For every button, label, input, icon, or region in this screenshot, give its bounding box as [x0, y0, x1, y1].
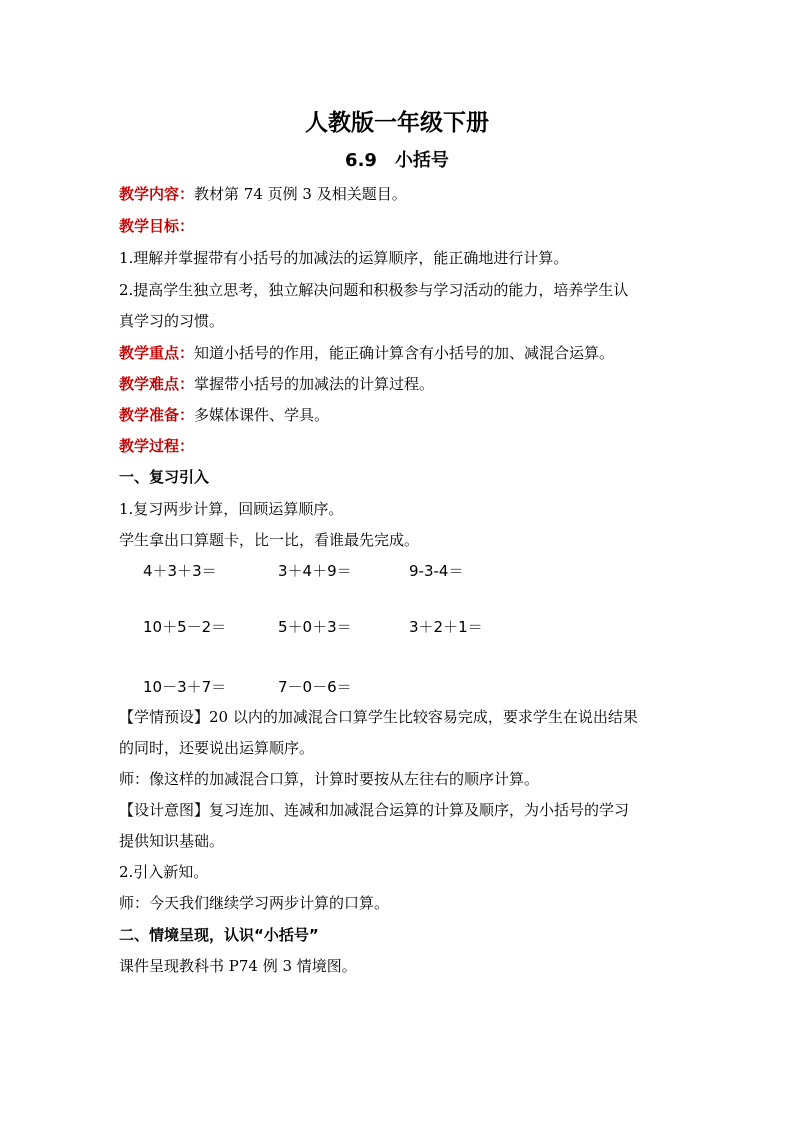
preparation-label: 教学准备：	[119, 406, 195, 424]
section-1-intro: 学生拿出口算题卡，比一比，看谁最先完成。	[119, 531, 420, 549]
goal-item-2-line-1: 2.提高学生独立思考，独立解决问题和积极参与学习活动的能力，培养学生认	[119, 281, 629, 299]
section-2-heading: 二、情境呈现，认识“小括号”	[119, 926, 319, 944]
teacher-note-2: 师：今天我们继续学习两步计算的口算。	[119, 894, 390, 912]
goals-label: 教学目标：	[119, 217, 195, 235]
section-1-step-1: 1.复习两步计算，回顾运算顺序。	[119, 500, 344, 518]
lesson-heading	[0, 146, 794, 172]
content-text: 教材第 74 页例 3 及相关题目。	[194, 185, 407, 203]
difficulty-line	[119, 374, 679, 394]
content-line	[119, 184, 679, 204]
preparation-line	[119, 405, 679, 425]
section-1-step-2: 2.引入新知。	[119, 863, 209, 881]
predict-line-1: 【学情预设】20 以内的加减混合口算学生比较容易完成，要求学生在说出结果	[119, 708, 638, 726]
equation: 5＋0＋3＝	[278, 618, 352, 636]
equation: 10－3＋7＝	[143, 678, 227, 696]
key-point-line	[119, 343, 679, 363]
equation: 3＋4＋9＝	[278, 562, 352, 580]
lesson-number: 6.9	[345, 150, 377, 171]
goal-item-1: 1.理解并掌握带有小括号的加减法的运算顺序，能正确地进行计算。	[119, 249, 569, 267]
teacher-note-1: 师：像这样的加减混合口算，计算时要按从左往右的顺序计算。	[119, 770, 540, 788]
equation: 10＋5－2＝	[143, 618, 227, 636]
equation: 4＋3＋3＝	[143, 562, 217, 580]
content-label: 教学内容：	[119, 185, 195, 203]
lesson-title: 小括号	[394, 150, 449, 171]
preparation-text: 多媒体课件、学具。	[194, 406, 330, 424]
section-2-text: 课件呈现教科书 P74 例 3 情境图。	[119, 957, 357, 975]
difficulty-label: 教学难点：	[119, 375, 195, 393]
process-line	[119, 436, 679, 456]
equation: 3＋2＋1＝	[409, 618, 483, 636]
difficulty-text: 掌握带小括号的加减法的计算过程。	[194, 375, 435, 393]
design-line-2: 提供知识基础。	[119, 832, 225, 850]
goals-line	[119, 216, 679, 236]
section-1-heading: 一、复习引入	[119, 468, 210, 486]
design-line-1: 【设计意图】复习连加、连减和加减混合运算的计算及顺序，为小括号的学习	[119, 801, 630, 819]
predict-line-2: 的同时，还要说出运算顺序。	[119, 739, 315, 757]
key-point-label: 教学重点：	[119, 344, 195, 362]
goal-item-2-line-2: 真学习的习惯。	[119, 312, 225, 330]
process-label: 教学过程：	[119, 437, 195, 455]
key-point-text: 知道小括号的作用，能正确计算含有小括号的加、减混合运算。	[194, 344, 615, 362]
equation: 7－0－6＝	[278, 678, 352, 696]
document-title: 人教版一年级下册	[305, 110, 489, 136]
equation: 9-3-4＝	[409, 562, 464, 580]
